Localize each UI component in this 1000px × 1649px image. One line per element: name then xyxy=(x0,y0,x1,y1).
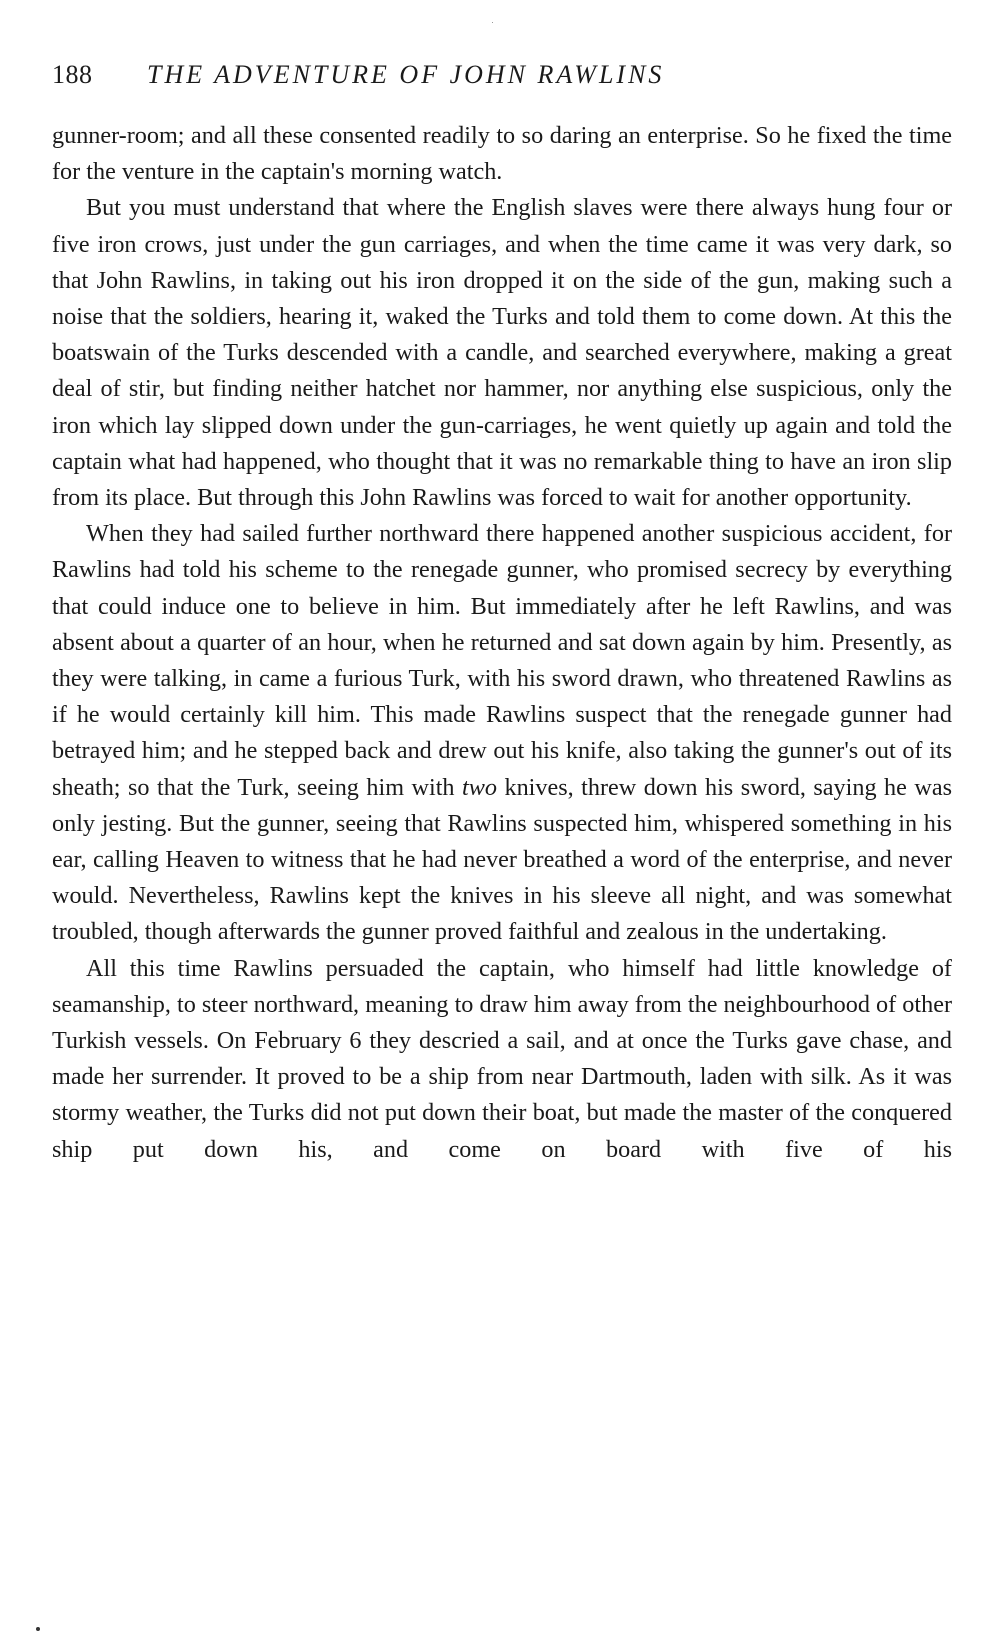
running-head xyxy=(52,60,952,104)
paragraph-steer-northward: All this time Rawlins persuaded the captain, who himself had little knowledge of seamanship, to steer northward, meaning to draw him away from the neighbourhood of other Turkish vessels. On February 6 they descried a sail, and at once the Turks gave chase, and made her surrender. It proved to be a ship from near Dartmouth, laden with silk. As it was stormy weather, the Turks did not put down their boat, but made the master of the conquered ship put down his, and come on board with five of his xyxy=(52,954,952,1163)
page-speck xyxy=(492,22,493,23)
paragraph-renegade-gunner xyxy=(52,516,952,950)
paragraph-text-part: When they had sailed further northward there happened another suspicious accident, for Rawlins had told his scheme to the renegade gunner, who promised secrecy by everything that could induce one to believe in him. But immediately after he left Rawlins, and was absent about a quarter of an hour, when he returned and sat down again by him. Presently, as they were talking, in came a furious Turk, with his sword drawn, who threatened Rawlins as if he would certainly kill him. This made Rawlins suspect that the renegade gunner had betrayed him; and he stepped back and drew out his knife, also taking the gunner's out of its sheath; so that the Turk, seeing him with xyxy=(52,520,952,801)
running-title: THE ADVENTURE OF JOHN RAWLINS xyxy=(147,60,665,89)
emphasis-word: two xyxy=(462,773,497,801)
paragraph-continued: gunner-room; and all these consented readily to so daring an enterprise. So he fixed the time for the venture in the captain's morning watch. xyxy=(52,122,952,186)
page-number: 188 xyxy=(52,60,93,89)
paragraph-text-part: knives, threw down his sword, saying he was only jesting. But the gunner, seeing that Rawlins suspected him, whispered something in his ear, calling Heaven to witness that he had never breathed a word of the enterprise, and never would. Nevertheless, Rawlins kept the knives in his sleeve all night, and was somewhat troubled, though afterwards the gunner proved faithful and zealous in the undertaking. xyxy=(52,773,952,946)
page-speck xyxy=(36,1627,40,1631)
book-page xyxy=(52,60,952,1168)
body-text xyxy=(52,118,952,1168)
paragraph-iron-crows: But you must understand that where the English slaves were there always hung four or five iron crows, just under the gun carriages, and when the time came it was very dark, so that John Rawlins, in taking out his iron dropped it on the side of the gun, making such a noise that the soldiers, hearing it, waked the Turks and told them to come down. At this the boatswain of the Turks descended with a candle, and searched everywhere, making a great deal of stir, but finding neither hatchet nor hammer, nor anything else suspicious, only the iron which lay slipped down under the gun-carriages, he went quietly up again and told the captain what had happened, who thought that it was no remarkable thing to have an iron slip from its place. But through this John Rawlins was forced to wait for another opportunity. xyxy=(52,194,952,512)
